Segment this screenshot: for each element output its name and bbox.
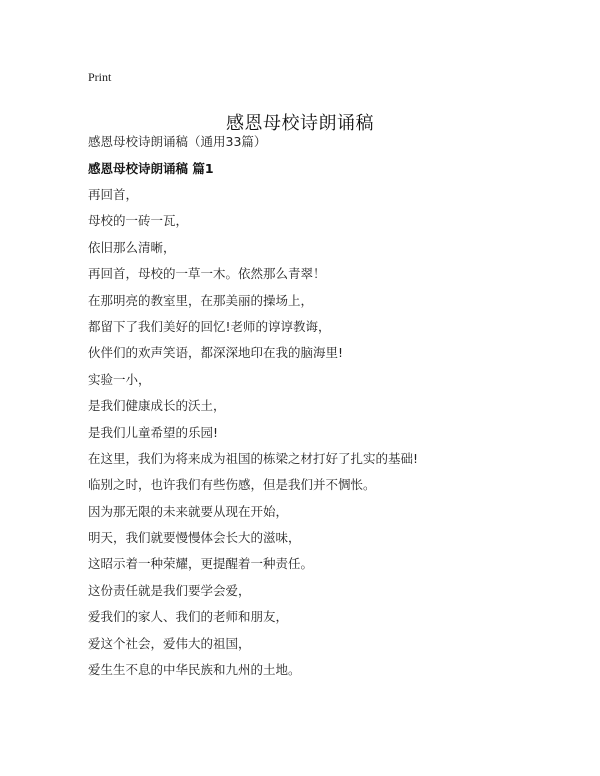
poem-line: 这昭示着一种荣耀，更提醒着一种责任。 <box>88 556 314 572</box>
section-heading: 感恩母校诗朗诵稿 篇1 <box>88 161 214 176</box>
poem-line: 再回首，母校的一草一木。依然那么青翠！ <box>88 266 326 282</box>
poem-line: 爱我们的家人、我们的老师和朋友， <box>88 609 289 625</box>
print-label: Print <box>88 70 112 84</box>
poem-line: 依旧那么清晰， <box>88 239 176 255</box>
poem-line: 临别之时，也许我们有些伤感，但是我们并不惆怅。 <box>88 477 376 493</box>
poem-line: 再回首， <box>88 187 139 202</box>
poem-line: 明天，我们就要慢慢体会长大的滋味， <box>88 530 301 546</box>
poem-line: 是我们儿童希望的乐园! <box>88 424 219 440</box>
poem-line: 在那明亮的教室里，在那美丽的操场上， <box>88 292 314 308</box>
poem-line: 因为那无限的未来就要从现在开始， <box>88 503 289 519</box>
poem-line: 爱这个社会，爱伟大的祖国， <box>88 635 251 651</box>
poem-line: 在这里，我们为将来成为祖国的栋梁之材打好了扎实的基础! <box>88 450 419 466</box>
poem-line: 爱生生不息的中华民族和九州的土地。 <box>88 662 301 678</box>
poem-line: 伙伴们的欢声笑语，都深深地印在我的脑海里! <box>88 345 344 361</box>
poem-lines <box>88 187 418 688</box>
document-title: 感恩母校诗朗诵稿 <box>226 113 374 135</box>
document-subtitle: 感恩母校诗朗诵稿（通用33篇） <box>88 134 267 149</box>
poem-line: 母校的一砖一瓦， <box>88 213 189 229</box>
poem-line: 实验一小， <box>88 371 151 387</box>
poem-line: 都留下了我们美好的回忆!老师的谆谆教诲， <box>88 318 331 334</box>
poem-line: 是我们健康成长的沃土， <box>88 398 226 414</box>
poem-line: 这份责任就是我们要学会爱， <box>88 582 251 598</box>
